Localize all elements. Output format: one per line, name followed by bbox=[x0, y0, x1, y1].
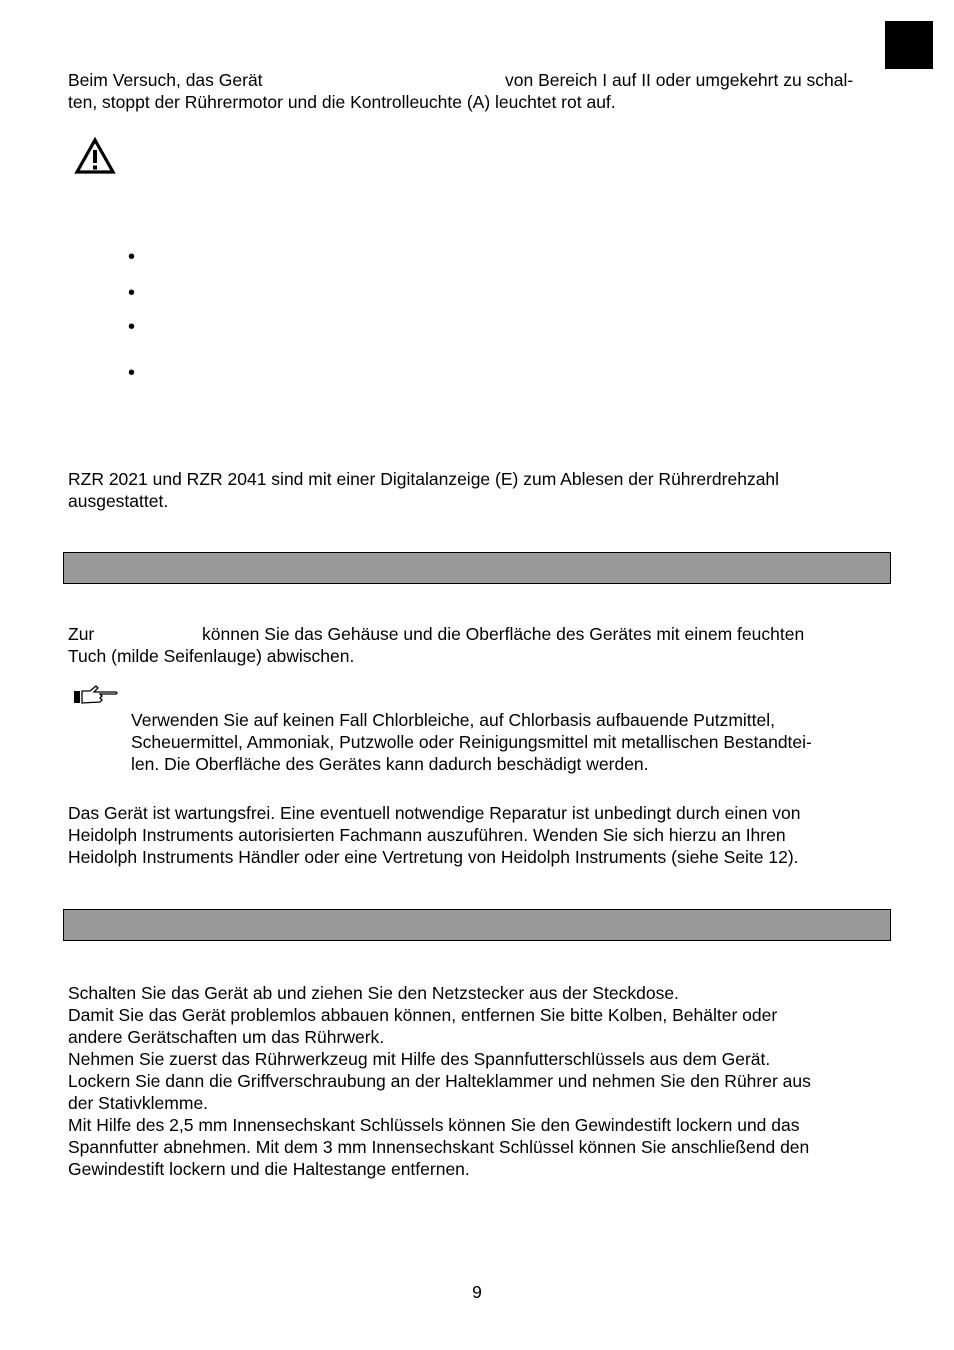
bullet-point: • bbox=[128, 362, 136, 384]
intro-text-line2: ten, stoppt der Rührermotor und die Kontrolleuchte (A) leuchtet rot auf. bbox=[68, 92, 616, 112]
section-bar-disassembly bbox=[63, 909, 891, 941]
cleaning-text: können Sie das Gehäuse und die Oberfläche des Gerätes mit einem feuchten bbox=[202, 624, 805, 644]
display-paragraph: RZR 2021 und RZR 2041 sind mit einer Digitalanzeige (E) zum Ablesen der Rührerdrehzahl ausgestattet. bbox=[68, 469, 780, 511]
intro-text-part2: von Bereich I auf II oder umgekehrt zu schal- bbox=[505, 70, 854, 90]
cleaning-note: Verwenden Sie auf keinen Fall Chlorbleiche, auf Chlorbasis aufbauende Putzmittel, Scheuermittel, Ammoniak, Putzwolle oder Reinigungsmittel mit metallischen Bestandtei- len. Die Oberfläche des Gerätes kann dadurch beschädigt werden. bbox=[131, 710, 812, 774]
warning-triangle-icon bbox=[74, 137, 116, 175]
bullet-point: • bbox=[128, 246, 136, 268]
maintenance-paragraph: Das Gerät ist wartungsfrei. Eine eventuell notwendige Reparatur ist unbedingt durch einen von Heidolph Instruments autorisierten Fachmann auszuführen. Wenden Sie sich hierzu an Ihren Heidolph Instruments Händler oder eine Vertretung von Heidolph Instruments (siehe Seite 12). bbox=[68, 803, 801, 867]
cleaning-text-line2: Tuch (milde Seifenlauge) abwischen. bbox=[68, 646, 355, 666]
language-tab bbox=[885, 21, 933, 69]
bullet-point: • bbox=[128, 282, 136, 304]
disassembly-paragraph: Schalten Sie das Gerät ab und ziehen Sie den Netzstecker aus der Steckdose. Damit Sie das Gerät problemlos abbauen können, entfernen Sie bitte Kolben, Behälter oder andere Gerätschaften um das Rührwerk. Nehmen Sie zuerst das Rührwerkzeug mit Hilfe des Spannfutterschlüssels aus dem Gerät. Lockern Sie dann die Griffverschraubung an der Halteklammer und nehmen Sie den Rührer aus der Stativklemme. Mit Hilfe des 2,5 mm Innensechskant Schlüssels können Sie den Gewindestift lockern und das Spannfutter abnehmen. Mit dem 3 mm Innensechskant Schlüssel können Sie anschließend den Gewindestift lockern und die Haltestange entfernen. bbox=[68, 983, 811, 1179]
intro-text-part1: Beim Versuch, das Gerät bbox=[68, 70, 263, 90]
cleaning-word: Zur bbox=[68, 624, 95, 644]
page-number: 9 bbox=[472, 1282, 482, 1302]
pointing-hand-icon bbox=[72, 683, 120, 707]
section-bar-cleaning bbox=[63, 552, 891, 584]
bullet-point: • bbox=[128, 316, 136, 338]
